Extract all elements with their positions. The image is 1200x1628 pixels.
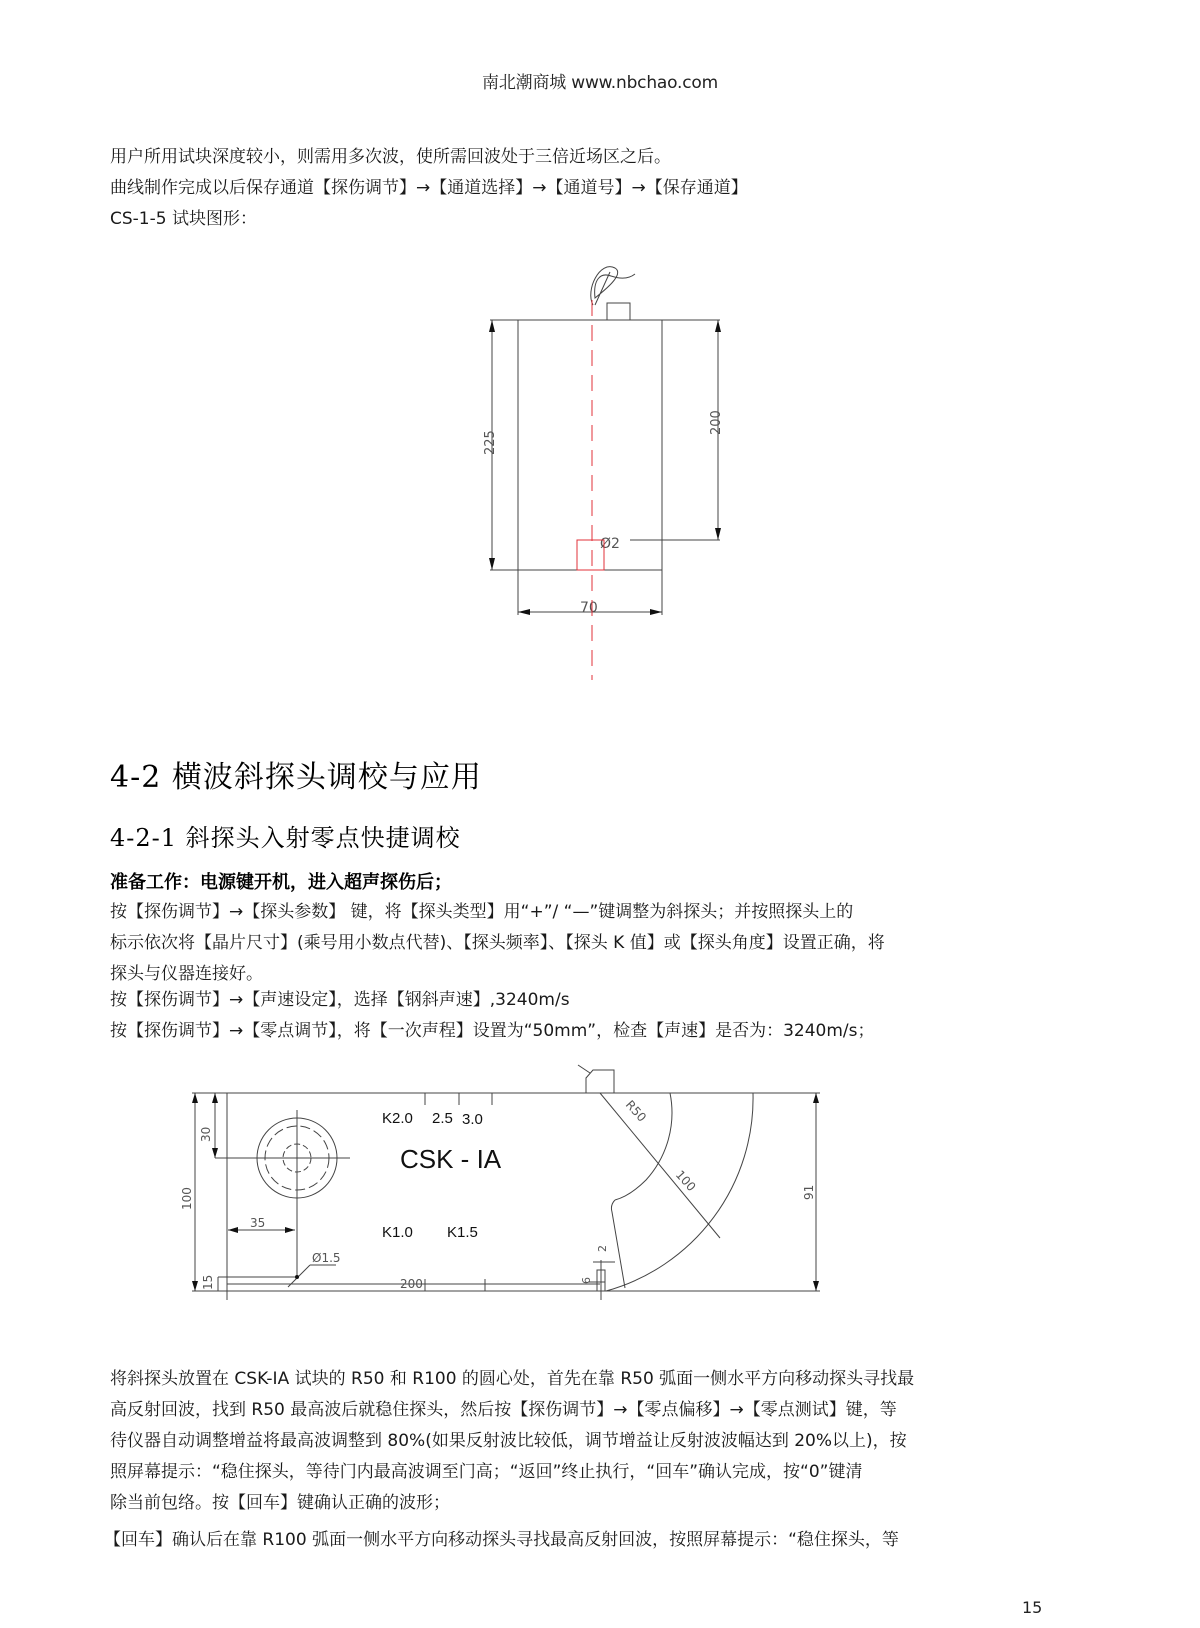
intro-line-3: CS-1-5 试块图形：: [110, 209, 257, 229]
dim-200-label: 200: [400, 1277, 423, 1291]
step-paragraph-3: 按【探伤调节】→【零点调节】，将【一次声程】设置为“50mm”，检查【声速】是否为：3240m/s；: [110, 1021, 875, 1041]
page-number: 15: [1022, 1598, 1043, 1617]
body-line-5: 除当前包络。按【回车】键确认正确的波形；: [110, 1493, 450, 1513]
intro-line-1: 用户所用试块深度较小，则需用多次波，使所需回波处于三倍近场区之后。: [110, 147, 671, 167]
dim-6: 6: [580, 1277, 593, 1284]
k-mark-2-5: 2.5: [432, 1110, 453, 1127]
k-mark-3-0: 3.0: [462, 1111, 483, 1128]
dim-91: 91: [802, 1184, 816, 1200]
csk-ia-drawing: [170, 1030, 870, 1300]
k-mark-k1-0: K1.0: [382, 1224, 413, 1241]
dim-r50: R50: [622, 1097, 649, 1125]
body-line-1: 将斜探头放置在 CSK-IA 试块的 R50 和 R100 的圆心处，首先在靠 R50 弧面一侧水平方向移动探头寻找最: [110, 1369, 915, 1389]
body-line-2: 高反射回波，找到 R50 最高波后就稳住探头，然后按【探伤调节】→【零点偏移】→【零点测试】键，等: [110, 1400, 897, 1420]
dim-70: 70: [580, 600, 598, 616]
step-paragraph-2: 按【探伤调节】→【声速设定】，选择【钢斜声速】,3240m/s: [110, 990, 570, 1010]
step-paragraph-1: [110, 897, 1080, 990]
dim-hole-phi2: Ø2: [600, 536, 620, 552]
block-title: CSK - IA: [400, 1144, 502, 1174]
step-1-line-1: 按【探伤调节】→【探头参数】 键，将【探头类型】用“+”/ “—”键调整为斜探头；并按照探头上的: [110, 902, 854, 922]
dim-r100: 100: [672, 1167, 699, 1195]
body-paragraph-4: [110, 1364, 1080, 1519]
csk-ia-block-figure: [170, 1030, 870, 1300]
prep-text: 准备工作：电源键开机，进入超声探伤后；: [110, 872, 452, 893]
section-heading: 4-2 横波斜探头调校与应用: [110, 760, 482, 795]
dim-30: 30: [199, 1126, 213, 1142]
step-1-line-2: 标示依次将【晶片尺寸】(乘号用小数点代替)、【探头频率】、【探头 K 值】或【探头角度】设置正确，将: [110, 933, 885, 953]
dim-15: 15: [201, 1274, 215, 1290]
k-mark-k1-5: K1.5: [447, 1224, 478, 1241]
dim-35: 35: [250, 1216, 266, 1230]
dim-2: 2: [596, 1245, 609, 1252]
cs-1-5-block-figure: [455, 250, 755, 690]
dim-225: 225: [483, 430, 498, 455]
cs-1-5-drawing: [455, 250, 755, 690]
page-header: 南北潮商城 www.nbchao.com: [482, 73, 718, 93]
dim-hole-1-5: Ø1.5: [312, 1251, 341, 1265]
dim-200: 200: [709, 410, 724, 435]
k-mark-k2-0: K2.0: [382, 1110, 413, 1127]
step-1-line-3: 探头与仪器连接好。: [110, 964, 263, 984]
intro-line-2: 曲线制作完成以后保存通道【探伤调节】→【通道选择】→【通道号】→【保存通道】: [110, 178, 748, 198]
dim-100: 100: [180, 1187, 194, 1210]
subsection-heading: 4-2-1 斜探头入射零点快捷调校: [110, 824, 461, 852]
body-line-4: 照屏幕提示：“稳住探头，等待门内最高波调至门高；“返回”终止执行，“回车”确认完成，按“0”键清: [110, 1462, 863, 1482]
body-line-3: 待仪器自动调整增益将最高波调整到 80%(如果反射波比较低，调节增益让反射波波幅达到 20%以上)，按: [110, 1431, 907, 1451]
body-paragraph-5: 【回车】确认后在靠 R100 弧面一侧水平方向移动探头寻找最高反射回波，按照屏幕提示：“稳住探头，等: [104, 1530, 899, 1550]
